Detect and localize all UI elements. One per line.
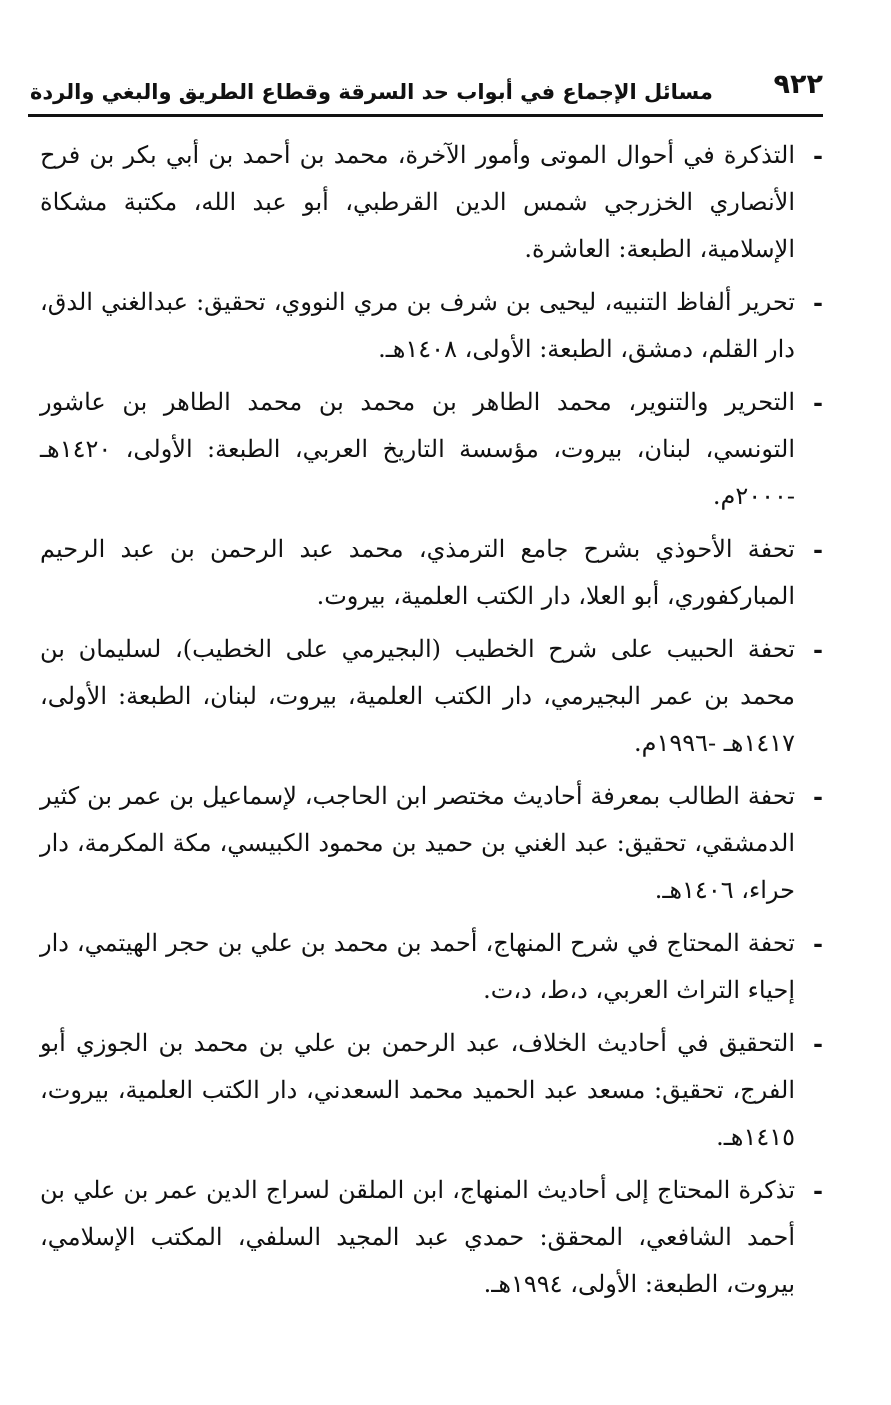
bibliography-entry: [40, 279, 825, 373]
bibliography-entry: [40, 773, 825, 914]
entry-dash: -: [813, 635, 823, 664]
entry-dash: -: [813, 535, 823, 564]
entry-text: التحقيق في أحاديث الخلاف، عبد الرحمن بن علي بن محمد بن الجوزي أبو الفرج، تحقيق: مسعد عبد الحميد محمد السعدني، دار الكتب العلمية، بيروت، ١٤١٥هـ.: [40, 1029, 795, 1151]
bibliography-entry: [40, 526, 825, 620]
header-rule: [28, 114, 823, 117]
entry-text: التذكرة في أحوال الموتى وأمور الآخرة، محمد بن أحمد بن أبي بكر بن فرح الأنصاري الخزرجي شمس الدين القرطبي، أبو عبد الله، مكتبة مشكاة الإسلامية، الطبعة: العاشرة.: [40, 141, 796, 263]
entry-dash: -: [813, 782, 823, 811]
entry-dash: -: [813, 388, 823, 417]
entry-dash: -: [813, 929, 823, 958]
entry-dash: -: [813, 288, 823, 317]
entry-dash: -: [813, 1029, 823, 1058]
entry-text: تحفة الحبيب على شرح الخطيب (البجيرمي على الخطيب)، لسليمان بن محمد بن عمر البجيرمي، دار الكتب العلمية، بيروت، لبنان، الطبعة: الأولى، ١٤١٧هـ -١٩٩٦م.: [40, 635, 795, 757]
entry-dash: -: [813, 141, 823, 170]
entry-text: تحفة الأحوذي بشرح جامع الترمذي، محمد عبد الرحمن بن عبد الرحيم المباركفوري، أبو العلا، دار الكتب العلمية، بيروت.: [40, 535, 795, 610]
bibliography-entry: [40, 1167, 825, 1308]
entry-text: تذكرة المحتاج إلى أحاديث المنهاج، ابن الملقن لسراج الدين عمر بن علي بن أحمد الشافعي، المحقق: حمدي عبد المجيد السلفي، المكتب الإسلامي، بيروت، الطبعة: الأولى، ١٩٩٤هـ.: [40, 1176, 795, 1298]
entry-text: التحرير والتنوير، محمد الطاهر بن محمد بن محمد الطاهر بن عاشور التونسي، لبنان، بيروت، مؤسسة التاريخ العربي، الطبعة: الأولى، ١٤٢٠هـ -٢٠٠٠م.: [40, 388, 795, 510]
entry-dash: -: [813, 1176, 823, 1205]
bibliography-entry: [40, 626, 825, 767]
bibliography-entry: [40, 1020, 825, 1161]
bibliography-entry: [40, 920, 825, 1014]
running-title: مسائل الإجماع في أبواب حد السرقة وقطاع الطريق والبغي والردة: [30, 80, 713, 104]
page-header: [28, 64, 823, 112]
bibliography-entry: [40, 132, 825, 273]
entry-text: تحفة المحتاج في شرح المنهاج، أحمد بن محمد بن علي بن حجر الهيتمي، دار إحياء التراث العربي، د،ط، د،ت.: [40, 929, 795, 1004]
bibliography-entry: [40, 379, 825, 520]
entry-text: تحفة الطالب بمعرفة أحاديث مختصر ابن الحاجب، لإسماعيل بن عمر بن كثير الدمشقي، تحقيق: عبد الغني بن حميد بن محمود الكبيسي، مكة المكرمة، دار حراء، ١٤٠٦هـ.: [40, 782, 795, 904]
bibliography-list: [40, 132, 825, 1314]
page-number: ٩٢٢: [773, 69, 823, 100]
entry-text: تحرير ألفاظ التنبيه، ليحيى بن شرف بن مري النووي، تحقيق: عبدالغني الدق، دار القلم، دمشق، الطبعة: الأولى، ١٤٠٨هـ.: [40, 288, 795, 363]
